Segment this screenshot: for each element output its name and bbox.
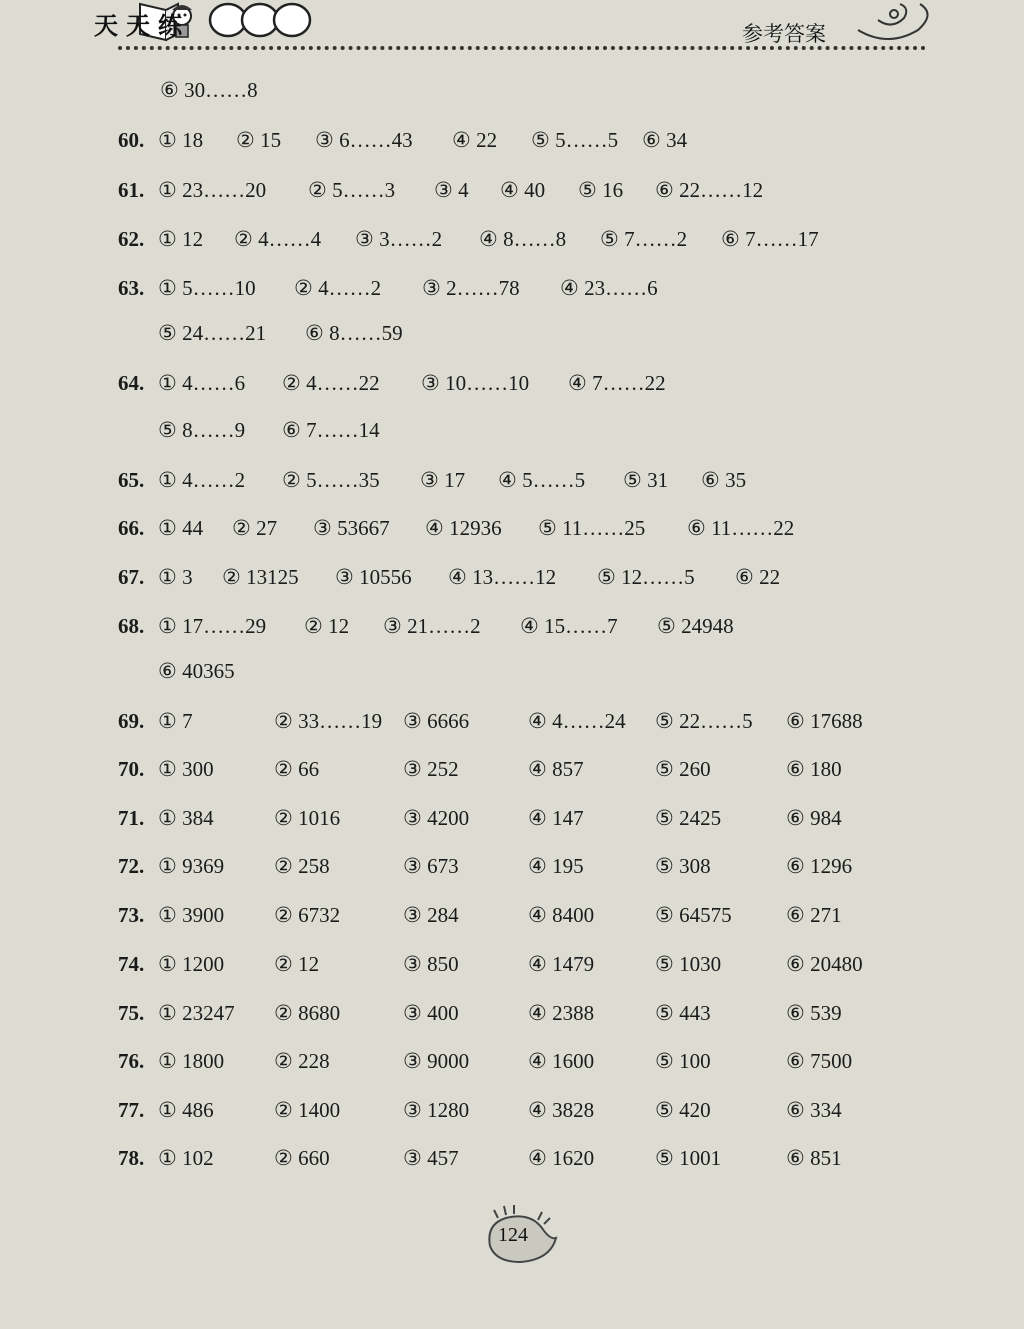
answer-item: ⑤ 7……2 [600, 227, 688, 251]
answer-item: ① 12 [158, 227, 204, 251]
answer-item: ⑤ 308 [655, 854, 711, 878]
answer-item: ② 12 [304, 614, 350, 638]
question-number: 71. [118, 806, 145, 830]
answer-item: ⑥ 11……22 [687, 516, 795, 540]
answer-item: ③ 53667 [313, 516, 390, 540]
answer-item: ② 27 [232, 516, 278, 540]
answer-item: ④ 8400 [528, 903, 595, 927]
answer-item: ① 3 [158, 565, 193, 589]
question-number: 64. [118, 371, 145, 395]
answer-item: ⑥ 22……12 [655, 178, 764, 202]
answer-row [0, 806, 1024, 836]
question-number: 70. [118, 757, 145, 781]
answer-item: ④ 22 [452, 128, 498, 152]
answer-item: ① 1200 [158, 952, 225, 976]
answer-item: ① 44 [158, 516, 204, 540]
answer-item: ⑥ 180 [786, 757, 842, 781]
answer-item: ③ 850 [403, 952, 459, 976]
swirl-decoration-icon [848, 0, 938, 44]
answer-row [0, 854, 1024, 884]
answer-item: ④ 195 [528, 854, 584, 878]
answer-item: ⑥ 7……14 [282, 418, 380, 442]
answer-item: ① 4……2 [158, 468, 246, 492]
answer-row [0, 227, 1024, 257]
header-dotted-divider [118, 46, 926, 50]
answer-item: ④ 1600 [528, 1049, 595, 1073]
answer-item: ① 486 [158, 1098, 214, 1122]
answer-item: ② 5……3 [308, 178, 396, 202]
answer-item: ⑥ 7500 [786, 1049, 853, 1073]
answer-item: ④ 12936 [425, 516, 502, 540]
answer-item: ② 1400 [274, 1098, 341, 1122]
answer-item: ① 18 [158, 128, 204, 152]
question-number: 75. [118, 1001, 145, 1025]
answer-item: ② 8680 [274, 1001, 341, 1025]
answer-row [0, 565, 1024, 595]
answer-item: ① 300 [158, 757, 214, 781]
question-number: 67. [118, 565, 145, 589]
answer-item: ② 4……22 [282, 371, 380, 395]
question-number: 69. [118, 709, 145, 733]
answer-row [0, 516, 1024, 546]
answer-item: ③ 10……10 [421, 371, 530, 395]
answer-item: ② 12 [274, 952, 320, 976]
answer-item: ① 17……29 [158, 614, 267, 638]
question-number: 62. [118, 227, 145, 251]
answer-row [0, 757, 1024, 787]
answer-row [0, 128, 1024, 158]
answer-item: ① 23247 [158, 1001, 235, 1025]
answer-item: ⑥ 271 [786, 903, 842, 927]
answer-item: ⑥ 35 [701, 468, 747, 492]
question-number: 65. [118, 468, 145, 492]
question-number: 63. [118, 276, 145, 300]
answer-item: ② 66 [274, 757, 320, 781]
answer-item: ④ 13……12 [448, 565, 557, 589]
answer-row [0, 614, 1024, 644]
answer-item: ③ 284 [403, 903, 459, 927]
answer-row [0, 78, 1024, 108]
question-number: 76. [118, 1049, 145, 1073]
answer-item: ⑥ 34 [642, 128, 688, 152]
answer-item: ⑤ 12……5 [597, 565, 695, 589]
answer-row [0, 276, 1024, 306]
answer-row [0, 952, 1024, 982]
answer-item: ⑤ 1001 [655, 1146, 722, 1170]
logo-title: 天天练 [94, 12, 190, 40]
answer-item: ⑥ 1296 [786, 854, 853, 878]
answer-item: ② 4……2 [294, 276, 382, 300]
answer-item: ⑤ 260 [655, 757, 711, 781]
answer-item: ③ 21……2 [383, 614, 481, 638]
answer-item: ① 4……6 [158, 371, 246, 395]
answer-item: ⑤ 100 [655, 1049, 711, 1073]
answer-item: ① 384 [158, 806, 214, 830]
answer-item: ② 258 [274, 854, 330, 878]
answer-row [0, 903, 1024, 933]
answer-item: ⑤ 5……5 [531, 128, 619, 152]
answer-row [0, 468, 1024, 498]
answer-item: ② 13125 [222, 565, 299, 589]
answer-row [0, 659, 1024, 689]
answer-item: ④ 8……8 [479, 227, 567, 251]
answer-item: ⑤ 11……25 [538, 516, 646, 540]
answer-item: ⑤ 24948 [657, 614, 734, 638]
answer-item: ③ 400 [403, 1001, 459, 1025]
answer-item: ④ 4……24 [528, 709, 626, 733]
answer-item: ⑥ 539 [786, 1001, 842, 1025]
answer-item: ① 1800 [158, 1049, 225, 1073]
answer-row [0, 1098, 1024, 1128]
answer-item: ⑤ 31 [623, 468, 669, 492]
answer-row [0, 178, 1024, 208]
header-answer-title: 参考答案 [742, 22, 826, 46]
answer-item: ⑥ 984 [786, 806, 842, 830]
page-header [0, 0, 1024, 60]
question-number: 60. [118, 128, 145, 152]
answer-item: ① 9369 [158, 854, 225, 878]
answer-item: ⑥ 40365 [158, 659, 235, 683]
answer-row [0, 1049, 1024, 1079]
answer-item: ③ 1280 [403, 1098, 470, 1122]
answer-item: ④ 1620 [528, 1146, 595, 1170]
answer-row [0, 1146, 1024, 1176]
answer-item: ① 23……20 [158, 178, 267, 202]
answer-item: ⑤ 24……21 [158, 321, 267, 345]
question-number: 77. [118, 1098, 145, 1122]
answer-item: ⑥ 22 [735, 565, 781, 589]
answer-item: ② 228 [274, 1049, 330, 1073]
answer-item: ① 102 [158, 1146, 214, 1170]
answer-item: ② 6732 [274, 903, 341, 927]
answer-item: ④ 7……22 [568, 371, 666, 395]
answer-item: ④ 23……6 [560, 276, 658, 300]
answer-item: ② 660 [274, 1146, 330, 1170]
answer-item: ④ 2388 [528, 1001, 595, 1025]
answer-item: ⑤ 420 [655, 1098, 711, 1122]
answer-item: ④ 3828 [528, 1098, 595, 1122]
answer-item: ③ 457 [403, 1146, 459, 1170]
answer-item: ③ 252 [403, 757, 459, 781]
answer-item: ⑥ 30……8 [160, 78, 258, 102]
answer-item: ④ 40 [500, 178, 546, 202]
answer-item: ① 3900 [158, 903, 225, 927]
answer-item: ③ 10556 [335, 565, 412, 589]
answer-item: ⑤ 64575 [655, 903, 732, 927]
answer-item: ② 5……35 [282, 468, 380, 492]
answer-item: ④ 147 [528, 806, 584, 830]
answer-item: ③ 6……43 [315, 128, 413, 152]
answer-item: ⑥ 20480 [786, 952, 863, 976]
question-number: 74. [118, 952, 145, 976]
answer-item: ③ 4200 [403, 806, 470, 830]
question-number: 73. [118, 903, 145, 927]
answer-item: ③ 17 [420, 468, 466, 492]
answer-row [0, 321, 1024, 351]
answer-item: ③ 6666 [403, 709, 470, 733]
answer-item: ③ 3……2 [355, 227, 443, 251]
answer-item: ③ 9000 [403, 1049, 470, 1073]
answer-item: ③ 673 [403, 854, 459, 878]
answer-row [0, 1001, 1024, 1031]
question-number: 61. [118, 178, 145, 202]
answer-row [0, 709, 1024, 739]
question-number: 78. [118, 1146, 145, 1170]
answer-row [0, 418, 1024, 448]
answer-item: ② 1016 [274, 806, 341, 830]
answer-item: ⑥ 17688 [786, 709, 863, 733]
answer-row [0, 371, 1024, 401]
answer-item: ④ 857 [528, 757, 584, 781]
answer-item: ⑤ 8……9 [158, 418, 246, 442]
question-number: 72. [118, 854, 145, 878]
answer-item: ① 7 [158, 709, 193, 733]
answer-item: ⑥ 8……59 [305, 321, 403, 345]
answer-item: ② 33……19 [274, 709, 383, 733]
answer-item: ⑤ 2425 [655, 806, 722, 830]
question-number: 66. [118, 516, 145, 540]
answer-item: ② 15 [236, 128, 282, 152]
question-number: 68. [118, 614, 145, 638]
answer-item: ⑥ 851 [786, 1146, 842, 1170]
answer-item: ⑤ 22……5 [655, 709, 753, 733]
answer-item: ⑥ 334 [786, 1098, 842, 1122]
answer-item: ⑥ 7……17 [721, 227, 819, 251]
answer-item: ③ 2……78 [422, 276, 520, 300]
answer-item: ⑤ 16 [578, 178, 624, 202]
answer-item: ① 5……10 [158, 276, 256, 300]
answer-item: ④ 15……7 [520, 614, 618, 638]
page-number: 124 [498, 1224, 528, 1246]
answer-item: ③ 4 [434, 178, 469, 202]
answer-item: ④ 1479 [528, 952, 595, 976]
answer-item: ④ 5……5 [498, 468, 586, 492]
answer-item: ⑤ 1030 [655, 952, 722, 976]
answer-item: ② 4……4 [234, 227, 322, 251]
answer-item: ⑤ 443 [655, 1001, 711, 1025]
